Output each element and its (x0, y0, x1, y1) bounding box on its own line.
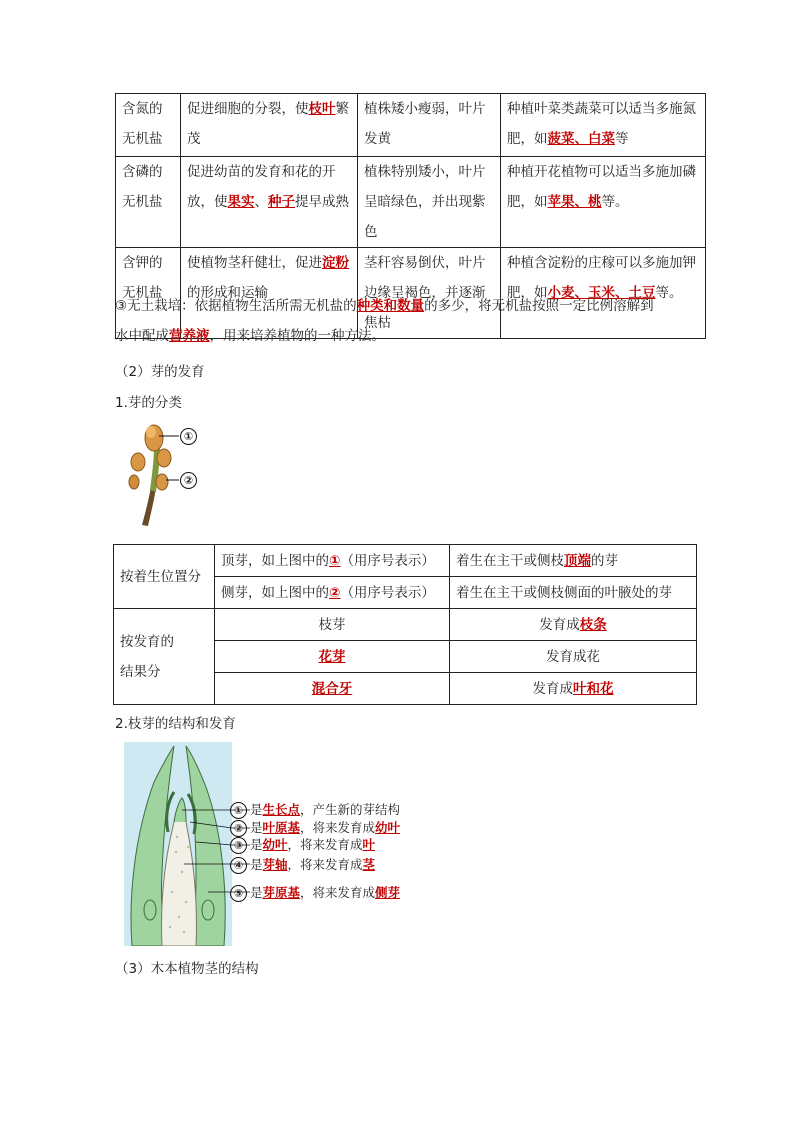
mineral-name: 含钾的无机盐 (116, 248, 181, 339)
planting-usage: 种植开花植物可以适当多施加磷肥，如苹果、桃等。 (501, 157, 706, 248)
section-heading: （3）木本植物茎的结构 (115, 961, 259, 977)
deficiency-symptom: 植株特别矮小，叶片呈暗绿色，并出现紫色 (358, 157, 501, 248)
mineral-name: 含氮的无机盐 (116, 94, 181, 157)
planting-usage: 种植含淀粉的庄稼可以多施加钾肥，如小麦、玉米、土豆等。 (501, 248, 706, 339)
diagram-label-4: ④ 是芽轴，将来发育成茎 (230, 856, 375, 874)
soilless-line-1: ③无土栽培：依据植物生活所需无机盐的种类和数量的多少，将无机盐按照一定比例溶解到 (115, 298, 654, 314)
table-row (114, 545, 697, 577)
bud-description: 发育成花 (450, 641, 697, 673)
diagram-label-3: ③ 是幼叶，将来发育成叶 (230, 836, 375, 854)
bud-description: 发育成枝条 (450, 609, 697, 641)
deficiency-symptom: 植株矮小瘦弱，叶片发黄 (358, 94, 501, 157)
bud-classification-table (113, 544, 697, 705)
table-row (116, 94, 706, 157)
bud-description: 发育成叶和花 (450, 673, 697, 705)
diagram-label-2: ② 是叶原基，将来发育成幼叶 (230, 819, 400, 837)
bud-type: 顶芽，如上图中的①（用序号表示） (215, 545, 450, 577)
section-heading: （2）芽的发育 (115, 364, 205, 380)
mineral-function: 促进幼苗的发育和花的开放，使果实、种子提早成熟 (181, 157, 358, 248)
bud-description: 着生在主干或侧枝顶端的芽 (450, 545, 697, 577)
mineral-name: 含磷的无机盐 (116, 157, 181, 248)
result-category: 按发育的 结果分 (114, 609, 215, 705)
diagram-label-5: ⑤ 是芽原基，将来发育成侧芽 (230, 884, 400, 902)
branch-bud-diagram (124, 742, 232, 946)
soilless-line-2: 水中配成营养液，用来培养植物的一种方法。 (115, 328, 385, 344)
subsection-heading: 2.枝芽的结构和发育 (115, 716, 236, 732)
mineral-function: 促进细胞的分裂，使枝叶繁茂 (181, 94, 358, 157)
table-row (114, 609, 697, 641)
bud-label-1: ① (180, 428, 200, 445)
bud-type: 枝芽 (215, 609, 450, 641)
bud-type: 花芽 (215, 641, 450, 673)
bud-type: 混合牙 (215, 673, 450, 705)
deficiency-symptom: 茎秆容易倒伏，叶片边缘呈褐色，并逐渐焦枯 (358, 248, 501, 339)
position-category: 按着生位置分 (114, 545, 215, 609)
mineral-function: 使植物茎秆健壮，促进淀粉的形成和运输 (181, 248, 358, 339)
subsection-heading: 1.芽的分类 (115, 395, 182, 411)
table-row (116, 157, 706, 248)
bud-label-2: ② (180, 472, 200, 489)
bud-description: 着生在主干或侧枝侧面的叶腋处的芽 (450, 577, 697, 609)
bud-type: 侧芽，如上图中的②（用序号表示） (215, 577, 450, 609)
planting-usage: 种植叶菜类蔬菜可以适当多施氮肥，如菠菜、白菜等 (501, 94, 706, 157)
diagram-label-1: ① 是生长点，产生新的芽结构 (230, 801, 400, 819)
